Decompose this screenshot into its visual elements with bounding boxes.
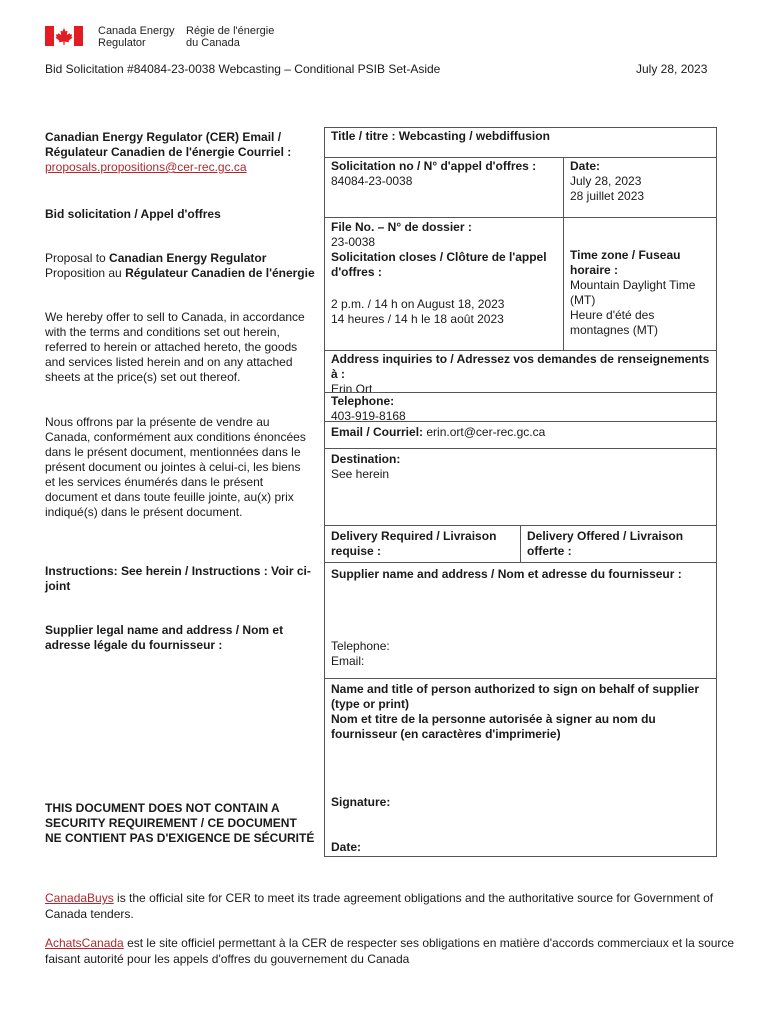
timezone-cell (563, 217, 717, 351)
proposal-to-name: Canadian Energy Regulator (109, 251, 267, 265)
logo-fr-line1: Régie de l'énergie (186, 25, 275, 37)
solicitation-title: Bid Solicitation #84084-23-0038 Webcasting – Conditional PSIB Set-Aside (45, 62, 441, 76)
inquiries-label: Address inquiries to / Adressez vos demandes de renseignements à : (331, 352, 710, 381)
authorized-en: Name and title of person authorized to sign on behalf of supplier (type or print) (331, 682, 700, 711)
date-label: Date: (570, 159, 601, 173)
offer-en-paragraph: We hereby offer to sell to Canada, in accordance with the terms and conditions set out herein, referred to herein or attached hereto, the goods and services listed herein and on any attached sheets at the price(s) set out thereof. (45, 310, 305, 384)
supplier-cell (324, 562, 717, 679)
authorized-cell (324, 678, 717, 857)
solicitation-no-cell (324, 157, 564, 218)
file-no-value: 23-0038 (331, 235, 376, 249)
signature-label: Signature: (331, 795, 391, 809)
inquiries-cell (324, 350, 717, 396)
delivery-required-cell: Delivery Required / Livraison requise : (324, 525, 521, 563)
header-date: July 28, 2023 (636, 62, 708, 76)
solicitation-no-label: Solicitation no / N° d'appel d'offres : (331, 159, 537, 173)
supplier-legal-label: Supplier legal name and address / Nom et adresse légale du fournisseur : (45, 623, 284, 652)
logo-en-line2: Regulator (98, 37, 146, 49)
file-no-label: File No. – N° de dossier : (331, 220, 472, 234)
bid-solicitation-label: Bid solicitation / Appel d'offres (45, 207, 221, 221)
proposal-to-block (45, 251, 315, 281)
email-cell (324, 421, 717, 449)
supplier-telephone: Telephone: (331, 639, 390, 653)
cer-email-link[interactable]: proposals.propositions@cer-rec.gc.ca (45, 160, 247, 174)
solicitation-no-value: 84084-23-0038 (331, 174, 413, 188)
telephone-label: Telephone: (331, 394, 395, 408)
file-closes-cell (324, 217, 564, 351)
security-notice: THIS DOCUMENT DOES NOT CONTAIN A SECURITY REQUIREMENT / CE DOCUMENT NE CONTIENT PAS D'EXIGENCE DE SÉCURITÉ (45, 801, 315, 845)
supplier-label: Supplier name and address / Nom et adresse du fournisseur : (331, 567, 682, 581)
achatscanada-text: est le site officiel permettant à la CER de respecter ses obligations en matière d'accords commerciaux et la source faisant autorité pour les appels d'offres du gouvernement du Canada (45, 936, 735, 966)
proposition-prefix: Proposition au (45, 266, 126, 280)
offer-fr-paragraph: Nous offrons par la présente de vendre au Canada, conformément aux conditions énoncées dans le présent document, mentionnées dans le présent document ou jointes à celui-ci, les biens et les services énumérés dans le présent document et dans toute feuille jointe, au(x) prix indiqué(s) dans le présent document. (45, 415, 306, 519)
title-cell: Title / titre : Webcasting / webdiffusion (324, 127, 717, 158)
telephone-value: 403-919-8168 (331, 409, 406, 423)
closes-en: 2 p.m. / 14 h on August 18, 2023 (331, 297, 505, 311)
date-en: July 28, 2023 (570, 174, 642, 188)
canada-flag-logo (45, 26, 83, 49)
destination-cell (324, 448, 717, 526)
date-cell (563, 157, 717, 218)
delivery-offered-cell: Delivery Offered / Livraison offerte : (520, 525, 717, 563)
proposition-name: Régulateur Canadien de l'énergie (125, 266, 315, 280)
email-label: Email / Courriel: (331, 425, 424, 439)
date-fr: 28 juillet 2023 (570, 189, 645, 203)
proposal-to-prefix: Proposal to (45, 251, 110, 265)
logo-text-en (98, 25, 174, 49)
closes-label: Solicitation closes / Clôture de l'appel d'offres : (331, 250, 547, 279)
cer-email-label: Canadian Energy Regulator (CER) Email / Régulateur Canadien de l'énergie Courriel : (45, 130, 292, 159)
logo-fr-line2: du Canada (186, 37, 240, 49)
destination-label: Destination: (331, 452, 401, 466)
solicitation-form-table (324, 127, 717, 857)
logo-en-line1: Canada Energy (98, 25, 175, 37)
canadabuys-text: is the official site for CER to meet its trade agreement obligations and the authoritative source for Government of Canada tenders. (45, 891, 714, 921)
timezone-fr: Heure d'été des montagnes (MT) (570, 308, 659, 337)
supplier-email: Email: (331, 654, 365, 668)
inquiries-name: Erin Ort (331, 382, 373, 396)
closes-fr: 14 heures / 14 h le 18 août 2023 (331, 312, 504, 326)
instructions-label: Instructions: See herein / Instructions : Voir ci-joint (45, 564, 311, 593)
timezone-label: Time zone / Fuseau horaire : (570, 248, 681, 277)
authorized-fr: Nom et titre de la personne autorisée à signer au nom du fournisseur (en caractères d'imprimerie) (331, 712, 656, 741)
footer-canadabuys (45, 890, 735, 922)
achatscanada-link[interactable]: AchatsCanada (45, 936, 124, 950)
telephone-cell (324, 392, 717, 422)
timezone-en: Mountain Daylight Time (MT) (570, 278, 696, 307)
footer-achatscanada (45, 935, 735, 967)
date-sign-label: Date: (331, 840, 362, 854)
cer-email-block (45, 130, 315, 175)
logo-text-fr (186, 25, 274, 49)
email-value[interactable]: erin.ort@cer-rec.gc.ca (426, 425, 546, 439)
canadabuys-link[interactable]: CanadaBuys (45, 891, 114, 905)
destination-value: See herein (331, 467, 390, 481)
